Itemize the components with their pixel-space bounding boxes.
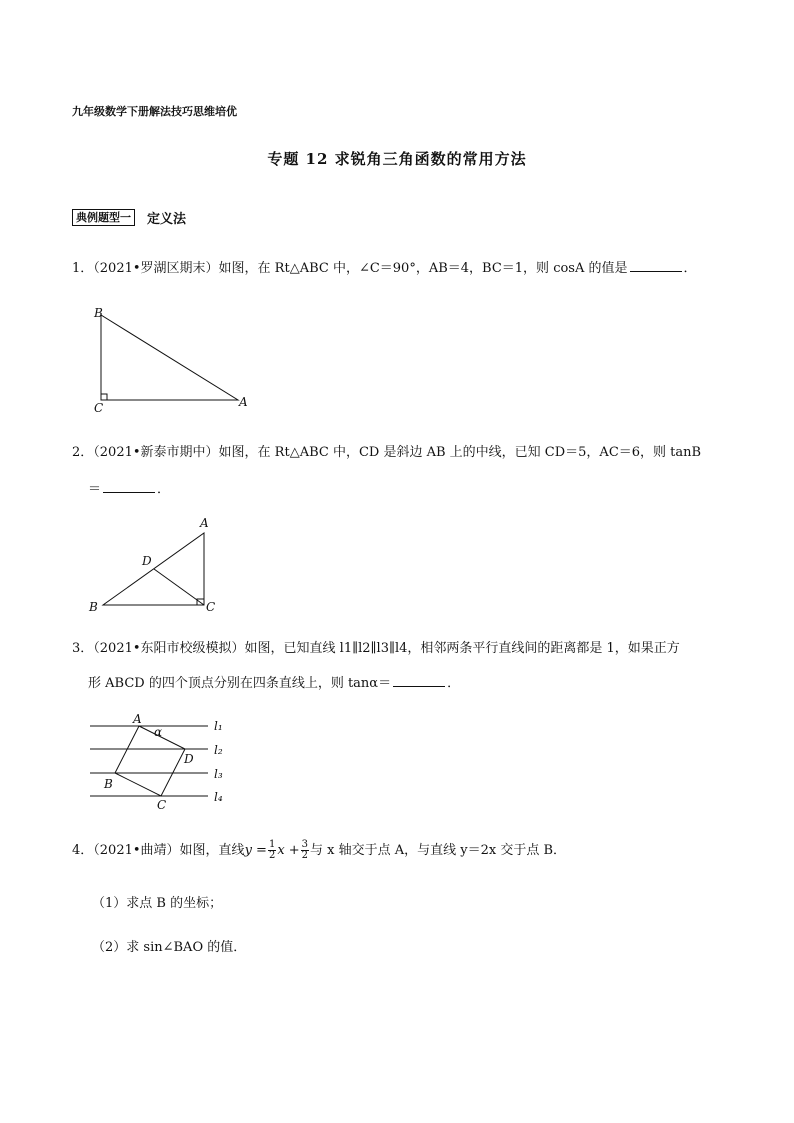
page-title: 专题 12 求锐角三角函数的常用方法	[267, 150, 527, 168]
q4-subquestion-2: （2）求 sin∠BAO 的值．	[92, 940, 247, 955]
q2-text: 如图，在 Rt△ABC 中，CD 是斜边 AB 上的中线，已知 CD＝5，AC＝6，则 tanB	[218, 445, 702, 460]
q4-frac2-num: 3	[301, 839, 309, 850]
q1-right-angle-mark	[101, 394, 107, 400]
q4-frac1-num: 1	[268, 839, 276, 850]
q3-end: ．	[447, 676, 461, 691]
question-2	[72, 443, 701, 463]
q2-equals: ＝	[88, 482, 102, 497]
question-1	[72, 258, 697, 279]
q3-label-l4: l₄	[214, 790, 223, 804]
q1-text: 如图，在 Rt△ABC 中，∠C＝90°，AB＝4，BC＝1，则 cosA 的值是	[218, 261, 628, 276]
page-header: 九年级数学下册解法技巧思维培优	[72, 105, 237, 118]
q3-text: 如图，已知直线 l1∥l2∥l3∥l4，相邻两条平行直线间的距离都是 1，如果正方	[244, 641, 680, 656]
question-2-line2	[88, 479, 170, 500]
q4-eq-y: y =	[244, 843, 267, 858]
q3-figure	[88, 712, 238, 812]
q2-number: 2．	[72, 445, 94, 460]
q2-figure	[86, 515, 226, 615]
q3-source: （2021•东阳市校级模拟）	[93, 641, 245, 656]
q1-label-c: C	[94, 401, 104, 415]
q4-eq-mid: x +	[277, 843, 300, 858]
section-badge: 典例题型一	[72, 209, 135, 226]
question-3-line2	[88, 673, 460, 694]
q2-label-b: B	[89, 600, 98, 614]
q3-label-l2: l₂	[214, 743, 223, 757]
q4-number: 4．	[72, 843, 94, 858]
q3-number: 3．	[72, 641, 94, 656]
q4-frac2-den: 2	[301, 850, 309, 861]
q3-label-l1: l₁	[214, 719, 223, 733]
q3-label-b: B	[104, 777, 113, 791]
q2-label-a: A	[200, 516, 209, 530]
q3-label-alpha: α	[154, 725, 163, 739]
q3-answer-blank[interactable]	[393, 673, 445, 687]
q3-label-c: C	[157, 798, 167, 812]
question-4	[72, 840, 566, 861]
q1-end: ．	[683, 261, 697, 276]
q3-text-line2: 形 ABCD 的四个顶点分别在四条直线上，则 tanα＝	[88, 676, 392, 691]
q3-label-d: D	[184, 752, 194, 766]
section-label: 定义法	[147, 212, 187, 227]
question-3	[72, 639, 680, 659]
q1-figure	[88, 302, 258, 417]
q4-text-a: 如图，直线	[179, 843, 245, 858]
q4-fraction-1	[268, 840, 276, 861]
q4-text-b: 与 x 轴交于点 A，与直线 y＝2x 交于点 B．	[310, 843, 567, 858]
q2-answer-blank[interactable]	[103, 479, 155, 493]
q1-source: （2021•罗湖区期末）	[93, 261, 219, 276]
q1-answer-blank[interactable]	[630, 258, 682, 272]
section-heading	[72, 208, 186, 227]
q4-frac1-den: 2	[268, 850, 276, 861]
q1-number: 1．	[72, 261, 94, 276]
q3-square	[115, 726, 185, 796]
q3-label-a: A	[133, 712, 142, 726]
q2-label-c: C	[206, 600, 216, 614]
q4-fraction-2	[301, 840, 309, 861]
q1-triangle	[101, 315, 238, 400]
q2-label-d: D	[142, 554, 152, 568]
q4-source: （2021•曲靖）	[93, 843, 180, 858]
q1-label-b: B	[94, 306, 103, 320]
q2-end: ．	[157, 482, 171, 497]
q3-label-l3: l₃	[214, 767, 223, 781]
q4-subquestion-1: （1）求点 B 的坐标；	[92, 896, 223, 911]
q1-label-a: A	[239, 395, 248, 409]
q2-source: （2021•新泰市期中）	[93, 445, 219, 460]
